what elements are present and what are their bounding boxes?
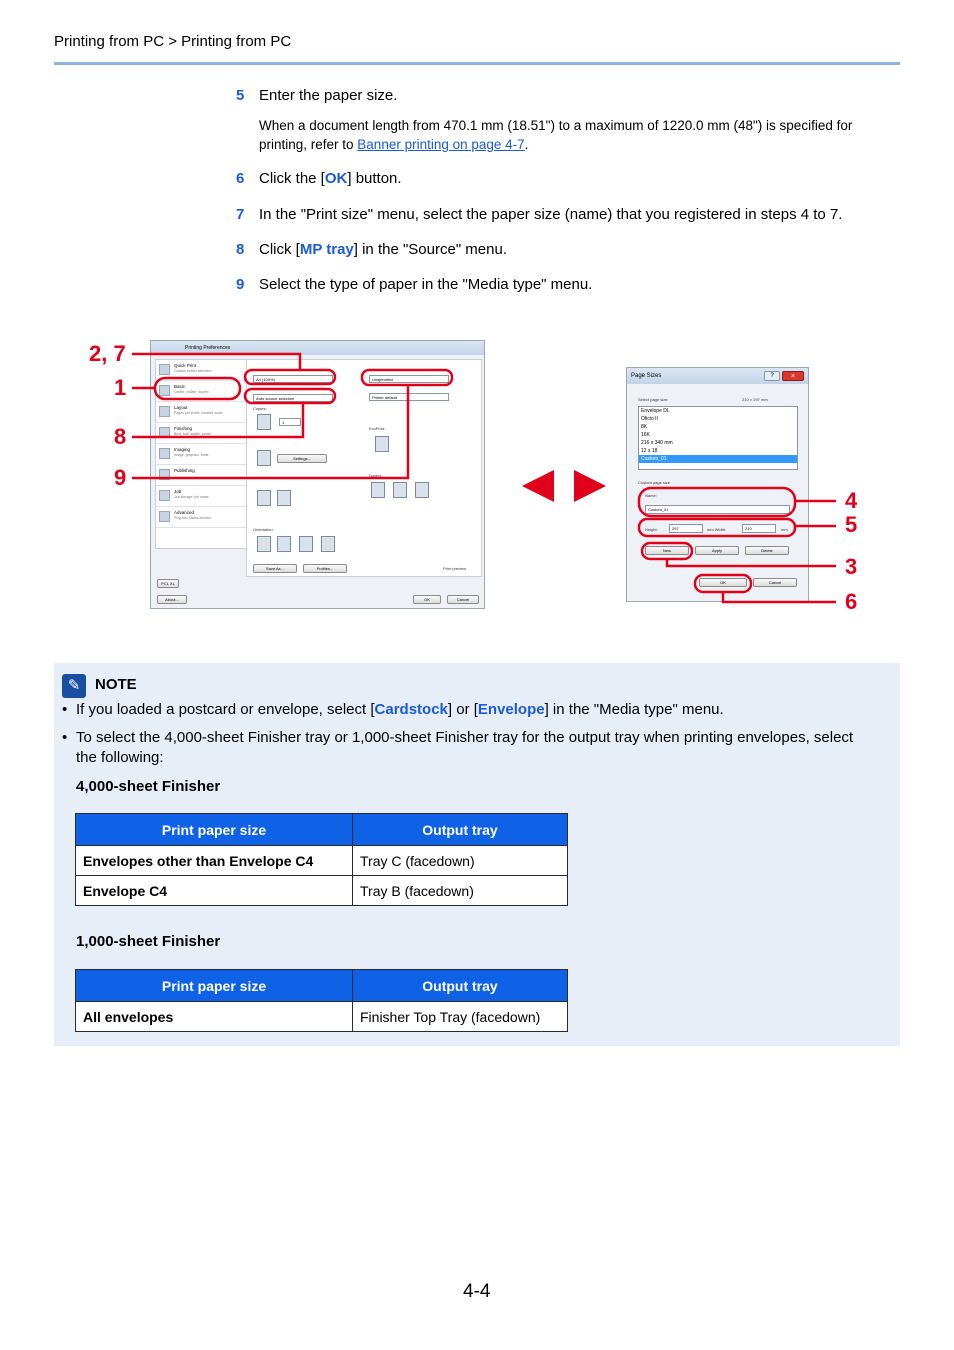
- callout-5: 5: [845, 512, 858, 537]
- size-readout: 210 × 297 mm: [742, 397, 768, 402]
- note-bullet-2: • To select the 4,000-sheet Finisher tray or 1,000-sheet Finisher tray for the output tray when printing envelopes, select the following:: [62, 729, 854, 766]
- save-as-button[interactable]: Save As...: [253, 564, 297, 573]
- column-header: Print paper size: [76, 970, 353, 1002]
- callout-8: 8: [114, 424, 127, 449]
- highlight-new: [642, 543, 692, 559]
- step-8: 8 Click [MP tray] in the "Source" menu.: [236, 241, 507, 258]
- highlight-ok: [695, 575, 751, 592]
- note-box: [54, 663, 900, 1046]
- note-icon: ✎: [62, 674, 86, 698]
- arrow-right-icon: [574, 470, 606, 502]
- table-row: [76, 876, 568, 906]
- copies-input[interactable]: 1: [279, 418, 301, 426]
- media-type-select[interactable]: Unspecified: [369, 375, 449, 383]
- table-header-row: [76, 814, 568, 846]
- window-title: Printing Preferences: [151, 341, 484, 355]
- ok-button[interactable]: OK: [699, 578, 747, 587]
- delete-button[interactable]: Delete: [745, 546, 789, 555]
- table-header-row: [76, 970, 568, 1002]
- sidebar-item-quick-print[interactable]: Quick Print Custom button selection: [156, 360, 246, 381]
- custom-page-size-label: Custom page size: [638, 480, 671, 485]
- callout-3: 3: [845, 554, 858, 579]
- apply-button[interactable]: Apply: [695, 546, 739, 555]
- highlight-basic: [155, 378, 240, 399]
- note-title: NOTE: [95, 676, 137, 693]
- highlight-media-type: [362, 370, 452, 385]
- step-number: 6: [236, 170, 245, 187]
- table-row: [76, 1002, 568, 1032]
- list-item[interactable]: 12 x 18: [641, 448, 658, 454]
- sidebar-item-layout[interactable]: Layout Pages per sheet, booklet, scale: [156, 402, 246, 423]
- orientation-label: Orientation:: [253, 527, 274, 532]
- highlight-source: [245, 389, 335, 403]
- name-input[interactable]: Custom_01: [645, 505, 790, 514]
- step-text: Select the type of paper in the "Media type" menu.: [259, 276, 593, 293]
- step-5-detail: When a document length from 470.1 mm (18.51") to a maximum of 1220.0 mm (48") is specified for printing, refer to Banner printing on page 4-7.: [259, 118, 853, 152]
- callout-9: 9: [114, 465, 127, 490]
- highlight-name: [639, 488, 795, 516]
- cancel-button[interactable]: Cancel: [447, 595, 479, 604]
- banner-printing-link[interactable]: Banner printing on page 4-7: [357, 137, 525, 152]
- sidebar-item-finishing[interactable]: Finishing Bind, fold, staple, punch: [156, 423, 246, 444]
- height-label: Height:: [645, 527, 658, 532]
- bullet-icon: •: [62, 701, 68, 718]
- print-preview-label: Print preview: [443, 566, 467, 571]
- ok-key: OK: [324, 170, 348, 187]
- step-6: 6 Click the [OK] button.: [236, 170, 402, 187]
- finisher-1000-table: [75, 969, 568, 1032]
- select-page-size-label: Select page size:: [638, 397, 669, 402]
- step-number: 5: [236, 87, 245, 104]
- table-cell: Tray C (facedown): [353, 846, 568, 876]
- callout-2-7: 2, 7: [89, 341, 126, 366]
- callout-line-8: [132, 403, 303, 437]
- step-number: 9: [236, 276, 245, 293]
- list-item-selected[interactable]: Custom_01: [639, 455, 797, 463]
- duplex-label: Duplex:: [369, 473, 383, 478]
- sidebar-item-imaging[interactable]: Imaging Image, graphics, fonts: [156, 444, 246, 465]
- source-select[interactable]: Auto source selection: [253, 394, 333, 402]
- step-number: 8: [236, 241, 245, 258]
- column-header: Output tray: [353, 814, 568, 846]
- highlight-print-size: [245, 370, 335, 384]
- sidebar-item-advanced[interactable]: Advanced Plug-ins, Status Monitor: [156, 507, 246, 528]
- profiles-button[interactable]: Profiles...: [303, 564, 347, 573]
- settings-button[interactable]: Settings...: [277, 454, 327, 463]
- mp-tray-key: MP tray: [299, 241, 354, 258]
- highlight-height-width: [639, 519, 795, 536]
- width-label: mm Width:: [707, 527, 727, 532]
- table-row: [76, 846, 568, 876]
- note-bullet-1: • If you loaded a postcard or envelope, select [Cardstock] or [Envelope] in the "Media type" menu.: [62, 701, 724, 718]
- sidebar-item-publishing[interactable]: Publishing: [156, 465, 246, 486]
- close-icon[interactable]: ×: [782, 371, 804, 381]
- callout-4: 4: [845, 488, 858, 513]
- step-text: Enter the paper size.: [259, 87, 398, 104]
- callout-6: 6: [845, 589, 858, 614]
- new-button[interactable]: New: [645, 546, 689, 555]
- table-cell: Tray B (facedown): [353, 876, 568, 906]
- sidebar-item-basic[interactable]: Basic Center, collate, duplex: [156, 381, 246, 402]
- unit-label: mm: [781, 527, 788, 532]
- arrow-left-icon: [522, 470, 554, 502]
- bullet-icon: •: [62, 729, 68, 746]
- callout-line-3: [667, 559, 836, 566]
- cardstock-key: Cardstock: [374, 701, 448, 718]
- table-2-heading: 1,000-sheet Finisher: [76, 933, 221, 950]
- pcl-xl-badge: PCL XL: [157, 579, 179, 588]
- width-input[interactable]: 210: [742, 524, 776, 533]
- callout-line-6: [723, 592, 836, 602]
- list-item[interactable]: Oficio II: [641, 416, 658, 422]
- ok-button[interactable]: OK: [413, 595, 441, 604]
- callout-overlay: [0, 0, 954, 660]
- destination-select[interactable]: Printer default: [369, 393, 449, 401]
- sidebar-item-job[interactable]: Job Job storage, job name: [156, 486, 246, 507]
- about-button[interactable]: About...: [157, 595, 187, 604]
- table-cell: Envelopes other than Envelope C4: [76, 846, 353, 876]
- column-header: Output tray: [353, 970, 568, 1002]
- table-1-heading: 4,000-sheet Finisher: [76, 778, 221, 795]
- callout-line-2-7: [132, 354, 300, 370]
- finisher-4000-table: [75, 813, 568, 906]
- print-size-select[interactable]: A4 (100%): [253, 375, 333, 383]
- step-number: 7: [236, 206, 245, 223]
- list-item[interactable]: 8K: [641, 424, 648, 430]
- envelope-key: Envelope: [477, 701, 545, 718]
- copies-label: Copies:: [253, 406, 267, 411]
- step-text: In the "Print size" menu, select the paper size (name) that you registered in steps 4 to 7.: [259, 206, 843, 223]
- breadcrumb: Printing from PC > Printing from PC: [54, 33, 292, 50]
- name-label: Name:: [645, 493, 657, 498]
- list-item[interactable]: Envelope DL: [641, 408, 670, 414]
- table-cell: All envelopes: [76, 1002, 353, 1032]
- column-header: Print paper size: [76, 814, 353, 846]
- height-input[interactable]: 297: [669, 524, 703, 533]
- callout-1: 1: [114, 375, 127, 400]
- help-icon[interactable]: ?: [764, 371, 780, 381]
- cancel-button[interactable]: Cancel: [753, 578, 797, 587]
- page-number: 4-4: [463, 1281, 491, 1302]
- list-item[interactable]: 16K: [641, 432, 650, 438]
- table-cell: Finisher Top Tray (facedown): [353, 1002, 568, 1032]
- ecoprint-label: EcoPrint:: [369, 426, 386, 431]
- table-cell: Envelope C4: [76, 876, 353, 906]
- window-title: Page Sizes × ?: [627, 368, 808, 384]
- list-item[interactable]: 216 x 340 mm: [641, 440, 673, 446]
